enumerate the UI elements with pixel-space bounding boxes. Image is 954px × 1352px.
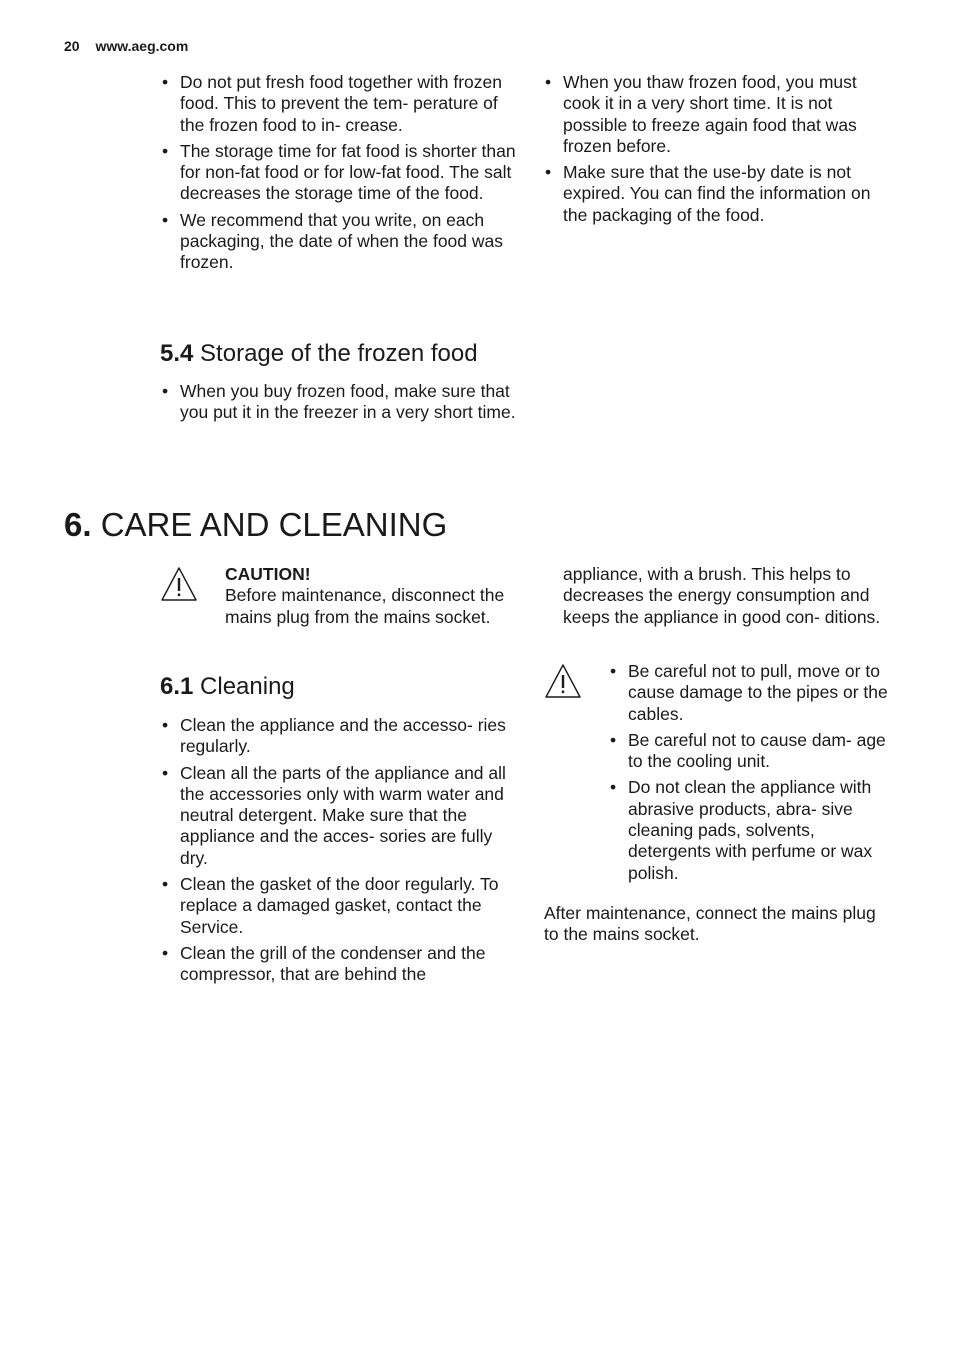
list-item: • We recommend that you write, on each packaging, the date of when the food was frozen. [160,210,516,274]
list-item: • When you buy frozen food, make sure that you put it in the freezer in a very short time. [160,381,516,424]
chapter-title: CARE AND CLEANING [100,506,448,543]
section-heading-6-1 [160,672,295,702]
list-item: • Clean the gasket of the door regularly. To replace a damaged gasket, contact the Service. [160,874,516,938]
page-header [64,38,188,54]
section-heading-5-4 [160,339,478,369]
warning-triangle-icon [544,663,582,699]
section-number: 6.1 [160,673,194,700]
section-title: Storage of the frozen food [200,340,478,367]
after-maintenance-paragraph: After maintenance, connect the mains plug to the mains socket. [544,903,876,945]
section-title: Cleaning [200,673,295,700]
list-item: • Be careful not to pull, move or to cause damage to the pipes or the cables. [608,661,893,725]
right-top-bullets [543,72,893,231]
list-item: • Be careful not to cause dam- age to the cooling unit. [608,730,893,773]
chapter-heading [64,505,447,545]
caution-text: Before maintenance, disconnect the mains plug from the mains socket. [225,585,505,627]
left-top-bullets [160,72,516,279]
website-url: www.aeg.com [95,38,189,54]
section-number: 5.4 [160,340,194,367]
continuation-paragraph: appliance, with a brush. This helps to decreases the energy consumption and keeps the appliance in good con- ditions. [563,564,881,627]
list-item: • The storage time for fat food is shorter than for non-fat food or for low-fat food. The salt decreases the storage time of the food. [160,141,516,205]
list-item: • Clean all the parts of the appliance and all the accessories only with warm water and neutral detergent. Make sure that the appliance and the acces- sories are fully dry. [160,763,516,869]
list-item: • Do not clean the appliance with abrasive products, abra- sive cleaning pads, solvents, detergents with perfume or wax polish. [608,777,893,883]
section-6-1-bullets [160,715,516,991]
list-item: • When you thaw frozen food, you must cook it in a very short time. It is not possible to freeze again food that was frozen before. [543,72,893,157]
chapter-number: 6. [64,506,92,543]
list-item: • Do not put fresh food together with frozen food. This to prevent the tem- perature of the frozen food to in- crease. [160,72,516,136]
list-item: • Clean the grill of the condenser and the compressor, that are behind the [160,943,516,986]
page-number: 20 [64,38,80,54]
list-item: • Clean the appliance and the accesso- ries regularly. [160,715,516,758]
section-5-4-bullets [160,381,516,429]
caution-block [225,564,515,628]
caution-title: CAUTION! [225,564,311,584]
warning-triangle-icon [160,566,198,602]
list-item: • Make sure that the use-by date is not expired. You can find the information on the packaging of the food. [543,162,893,226]
warning-bullets [608,661,893,889]
